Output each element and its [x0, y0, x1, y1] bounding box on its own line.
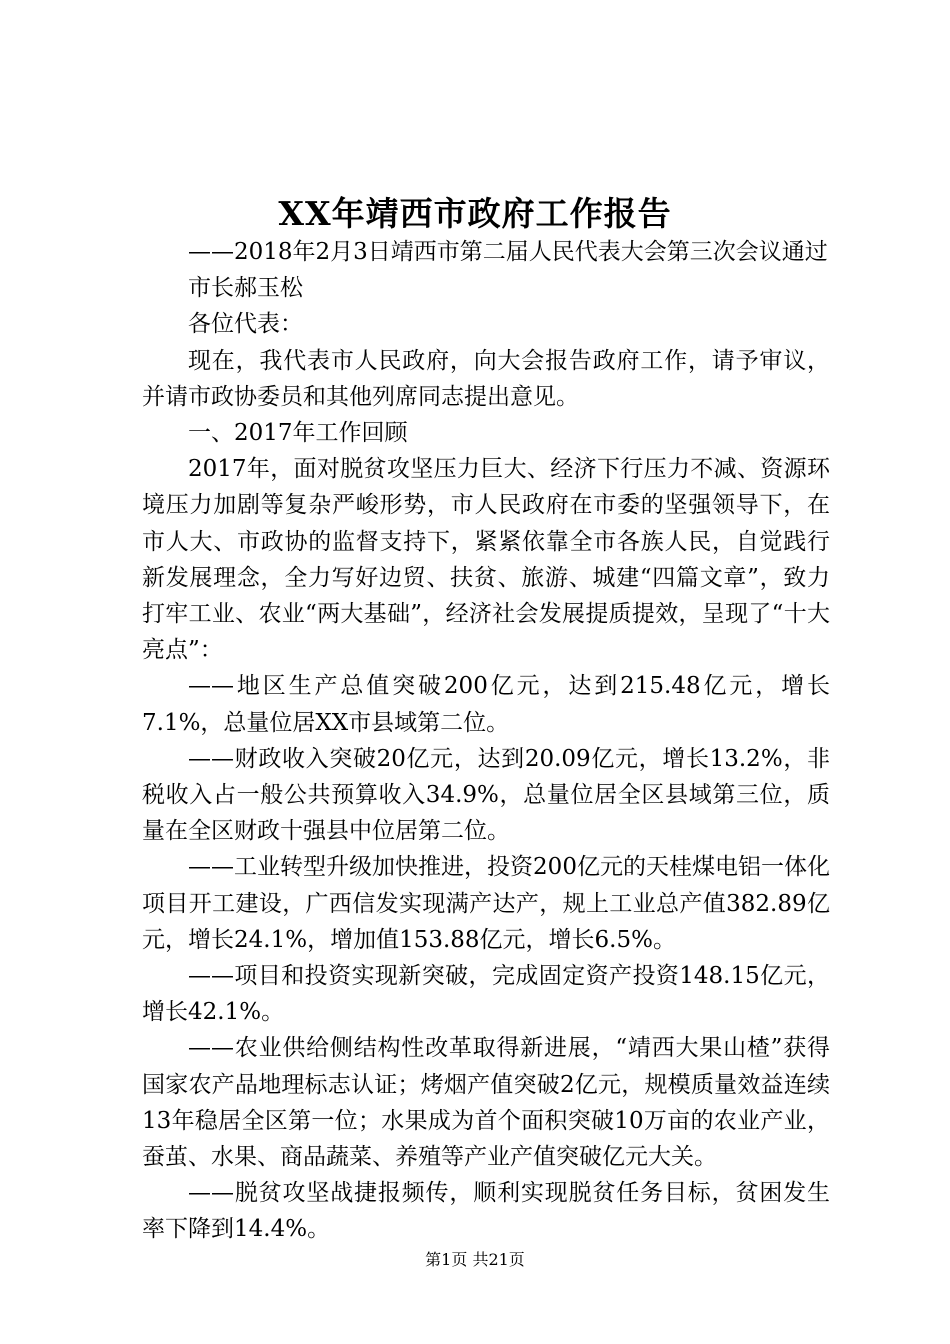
paragraph-highlight-investment: ——项目和投资实现新突破，完成固定资产投资148.15亿元，增长42.1%。 — [142, 963, 830, 1026]
paragraph-highlight-industry: ——工业转型升级加快推进，投资200亿元的天桂煤电铝一体化项目开工建设，广西信发实现满产达产，规上工业总产值382.89亿元，增长24.1%，增加值153.88亿元，增长6.5%。 — [142, 854, 830, 953]
paragraph-overview: 2017年，面对脱贫攻坚压力巨大、经济下行压力不减、资源环境压力加剧等复杂严峻形势，市人民政府在市委的坚强领导下，在市人大、市政协的监督支持下，紧紧依靠全市各族人民，自觉践行新发展理念，全力写好边贸、扶贫、旅游、城建“四篇文章”，致力打牢工业、农业“两大基础”，经济社会发展提质提效，呈现了“十大亮点”： — [142, 456, 830, 664]
page-footer: 第1页 共21页 — [425, 1250, 525, 1269]
section-heading: 一、2017年工作回顾 — [188, 420, 408, 447]
paragraph-intro: 现在，我代表市人民政府，向大会报告政府工作，请予审议，并请市政协委员和其他列席同志提出意见。 — [142, 347, 830, 410]
paragraph-speaker: 市长郝玉松 — [188, 275, 303, 302]
paragraph-highlight-agriculture: ——农业供给侧结构性改革取得新进展，“靖西大果山楂”获得国家农产品地理标志认证；烤烟产值突破2亿元，规模质量效益连续13年稳居全区第一位；水果成为首个面积突破10万亩的农业产业，蚕茧、水果、商品蔬菜、养殖等产业产值突破亿元大关。 — [142, 1035, 830, 1171]
paragraph-highlight-poverty: ——脱贫攻坚战捷报频传，顺利实现脱贫任务目标，贫困发生率下降到14.4%。 — [142, 1180, 830, 1243]
paragraph-subtitle: ——2018年2月3日靖西市第二届人民代表大会第三次会议通过 — [188, 239, 828, 265]
paragraph-highlight-revenue: ——财政收入突破20亿元，达到20.09亿元，增长13.2%，非税收入占一般公共预算收入34.9%，总量位居全区县域第三位，质量在全区财政十强县中位居第二位。 — [142, 745, 830, 845]
paragraph-salutation: 各位代表： — [188, 311, 303, 338]
document-title: XX年靖西市政府工作报告 — [278, 194, 672, 233]
document-body — [142, 234, 830, 1248]
paragraph-highlight-gdp: ——地区生产总值突破200亿元，达到215.48亿元，增长7.1%，总量位居XX市县域第二位。 — [142, 673, 830, 736]
